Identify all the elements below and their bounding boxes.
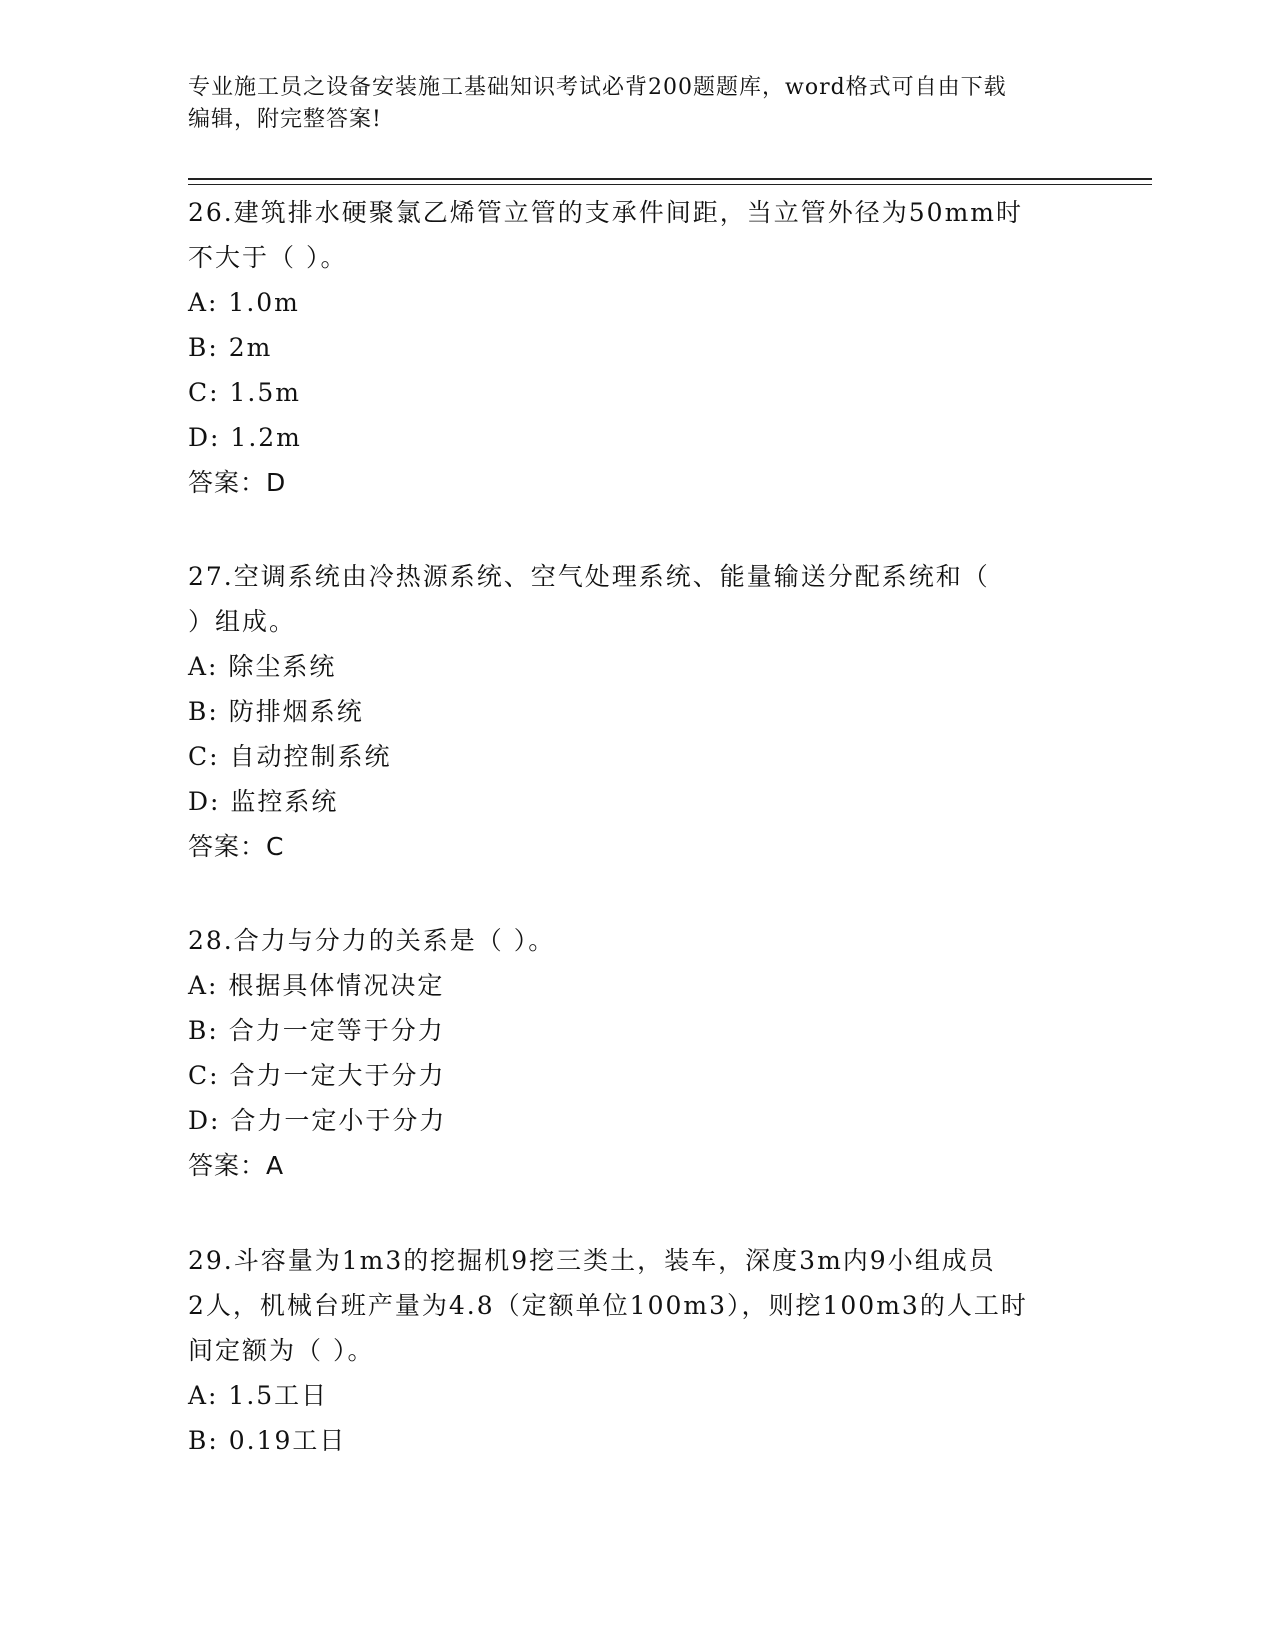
question-stem-line: 27.空调系统由冷热源系统、空气处理系统、能量输送分配系统和（ [188, 562, 990, 591]
option-c: C: 合力一定大于分力 [188, 1061, 446, 1090]
question-stem-line: 29.斗容量为1m3的挖掘机9挖三类土，装车，深度3m内9小组成员 [188, 1246, 996, 1275]
answer-line: 答案：D [188, 468, 287, 497]
option-b: B: 合力一定等于分力 [188, 1016, 445, 1045]
question-stem-line: 26.建筑排水硬聚氯乙烯管立管的支承件间距，当立管外径为50mm时 [188, 198, 1023, 227]
answer-line: 答案：A [188, 1151, 285, 1180]
header-divider-thick [188, 178, 1152, 180]
option-a: A: 1.5工日 [188, 1381, 329, 1410]
option-d: D: 1.2m [188, 423, 302, 452]
option-b: B: 0.19工日 [188, 1426, 347, 1455]
question-29 [188, 1238, 1068, 1463]
header-line-1: 专业施工员之设备安装施工基础知识考试必背200题题库，word格式可自由下载 [188, 75, 1007, 100]
option-d: D: 合力一定小于分力 [188, 1106, 447, 1135]
option-a: A: 1.0m [188, 288, 300, 317]
question-27 [188, 554, 1068, 869]
question-stem-line: ）组成。 [188, 607, 297, 636]
option-a: A: 除尘系统 [188, 652, 337, 681]
question-stem-line: 28.合力与分力的关系是（ ）。 [188, 926, 556, 955]
question-28 [188, 918, 1068, 1188]
option-b: B: 防排烟系统 [188, 697, 364, 726]
header-divider-thin [188, 184, 1152, 185]
option-c: C: 自动控制系统 [188, 742, 392, 771]
question-26 [188, 190, 1068, 505]
option-b: B: 2m [188, 333, 273, 362]
option-a: A: 根据具体情况决定 [188, 971, 445, 1000]
document-header [188, 72, 1068, 136]
question-stem-line: 2人，机械台班产量为4.8（定额单位100m3），则挖100m3的人工时 [188, 1291, 1028, 1320]
question-stem-line: 不大于（ ）。 [188, 243, 348, 272]
option-c: C: 1.5m [188, 378, 301, 407]
option-d: D: 监控系统 [188, 787, 339, 816]
header-line-2: 编辑，附完整答案! [188, 107, 382, 132]
answer-line: 答案：C [188, 832, 285, 861]
question-stem-line: 间定额为（ ）。 [188, 1336, 375, 1365]
